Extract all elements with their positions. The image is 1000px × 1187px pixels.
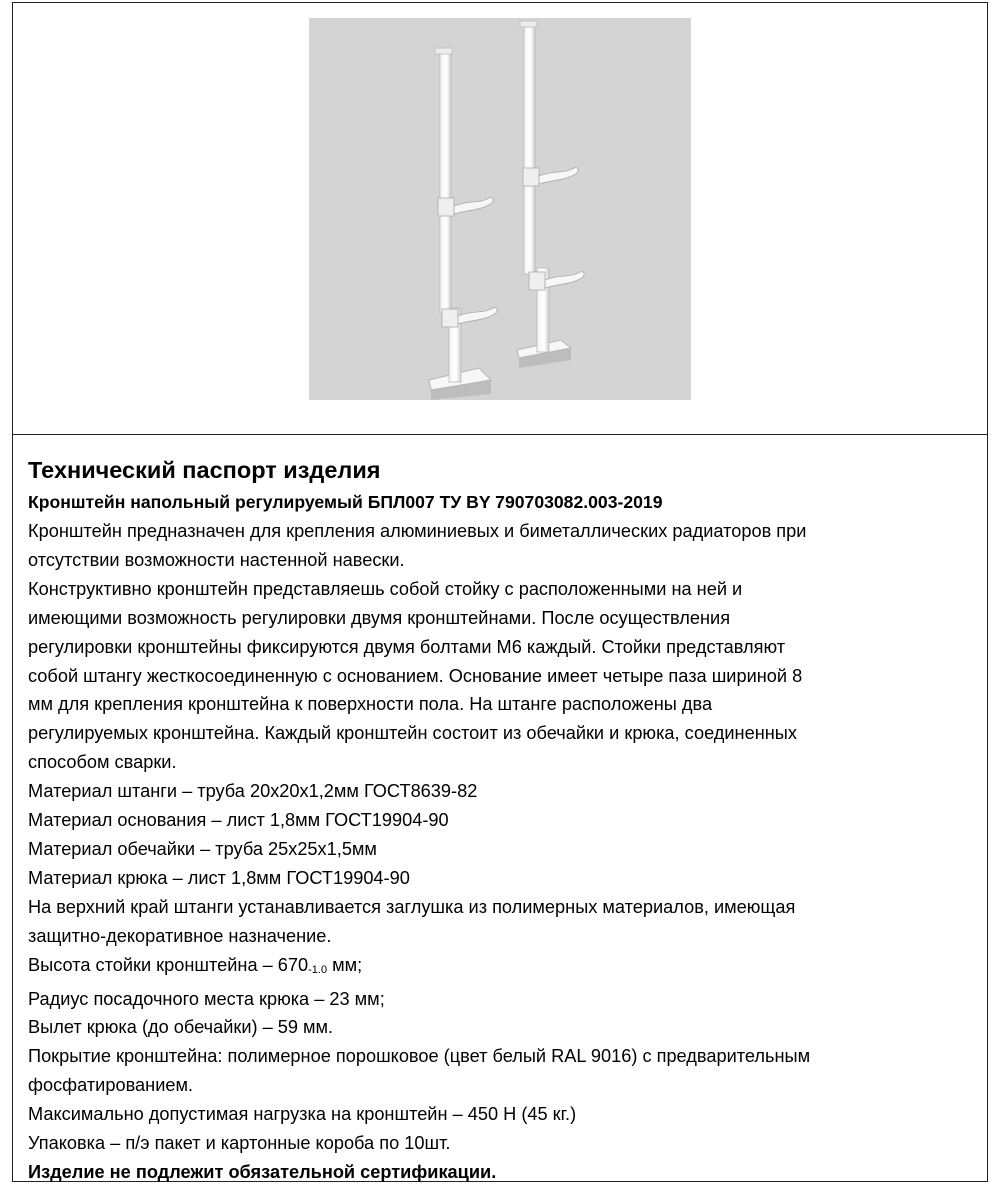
packaging: Упаковка – п/э пакет и картонные короба по 10шт. — [28, 1133, 451, 1154]
text-line: собой штангу жесткосоединенную с основанием. Основание имеет четыре паза шириной 8 — [28, 665, 803, 686]
text-line: Конструктивно кронштейн представляешь собой стойку с расположенными на ней и — [28, 578, 743, 599]
material-sleeve: Материал обечайки – труба 25х25х1,5мм — [28, 838, 377, 859]
coating-continued: фосфатированием. — [28, 1075, 194, 1096]
text-line: способом сварки. — [28, 752, 177, 773]
text-line: На верхний край штанги устанавливается заглушка из полимерных материалов, имеющая — [28, 896, 796, 917]
coating: Покрытие кронштейна: полимерное порошковое (цвет белый RAL 9016) с предварительным — [28, 1046, 811, 1067]
material-hook: Материал крюка – лист 1,8мм ГОСТ19904-90 — [28, 867, 410, 888]
material-pole: Материал штанги – труба 20х20х1,2мм ГОСТ8639-82 — [28, 781, 478, 802]
passport-text — [28, 452, 968, 1187]
stand-height — [28, 951, 968, 985]
hook-radius: Радиус посадочного места крюка – 23 мм; — [28, 988, 385, 1009]
text-line: защитно-декоративное назначение. — [28, 925, 332, 946]
text-line: мм для крепления кронштейна к поверхности пола. На штанге расположены два — [28, 694, 713, 715]
text-line: регулируемых кронштейна. Каждый кронштейн состоит из обечайки и крюка, соединенных — [28, 723, 797, 744]
product-designation: Кронштейн напольный регулируемый БПЛ007 ТУ BY 790703082.003-2019 — [28, 492, 663, 512]
certification-note: Изделие не подлежит обязательной сертификации. — [28, 1161, 497, 1182]
section-divider — [12, 434, 988, 435]
material-base: Материал основания – лист 1,8мм ГОСТ19904-90 — [28, 810, 449, 831]
document-title: Технический паспорт изделия — [28, 457, 381, 483]
text-line: Кронштейн предназначен для крепления алюминиевых и биметаллических радиаторов при — [28, 521, 807, 541]
stand-height-unit: мм; — [327, 954, 363, 975]
text-line: имеющими возможность регулировки двумя кронштейнами. После осуществления — [28, 607, 731, 628]
max-load: Максимально допустимая нагрузка на кронштейн – 450 Н (45 кг.) — [28, 1104, 577, 1125]
text-line: регулировки кронштейны фиксируются двумя болтами М6 каждый. Стойки представляют — [28, 636, 786, 657]
text-line: отсутствии возможности настенной навески. — [28, 549, 405, 570]
bracket-stand-left — [429, 48, 497, 400]
product-photo — [309, 18, 691, 400]
hook-reach: Вылет крюка (до обечайки) – 59 мм. — [28, 1017, 334, 1038]
height-tolerance: -1.0 — [308, 963, 328, 976]
bracket-stand-right — [517, 21, 584, 368]
stand-height-label: Высота стойки кронштейна – 670 — [28, 954, 309, 975]
floor-bracket-illustration — [309, 18, 691, 400]
